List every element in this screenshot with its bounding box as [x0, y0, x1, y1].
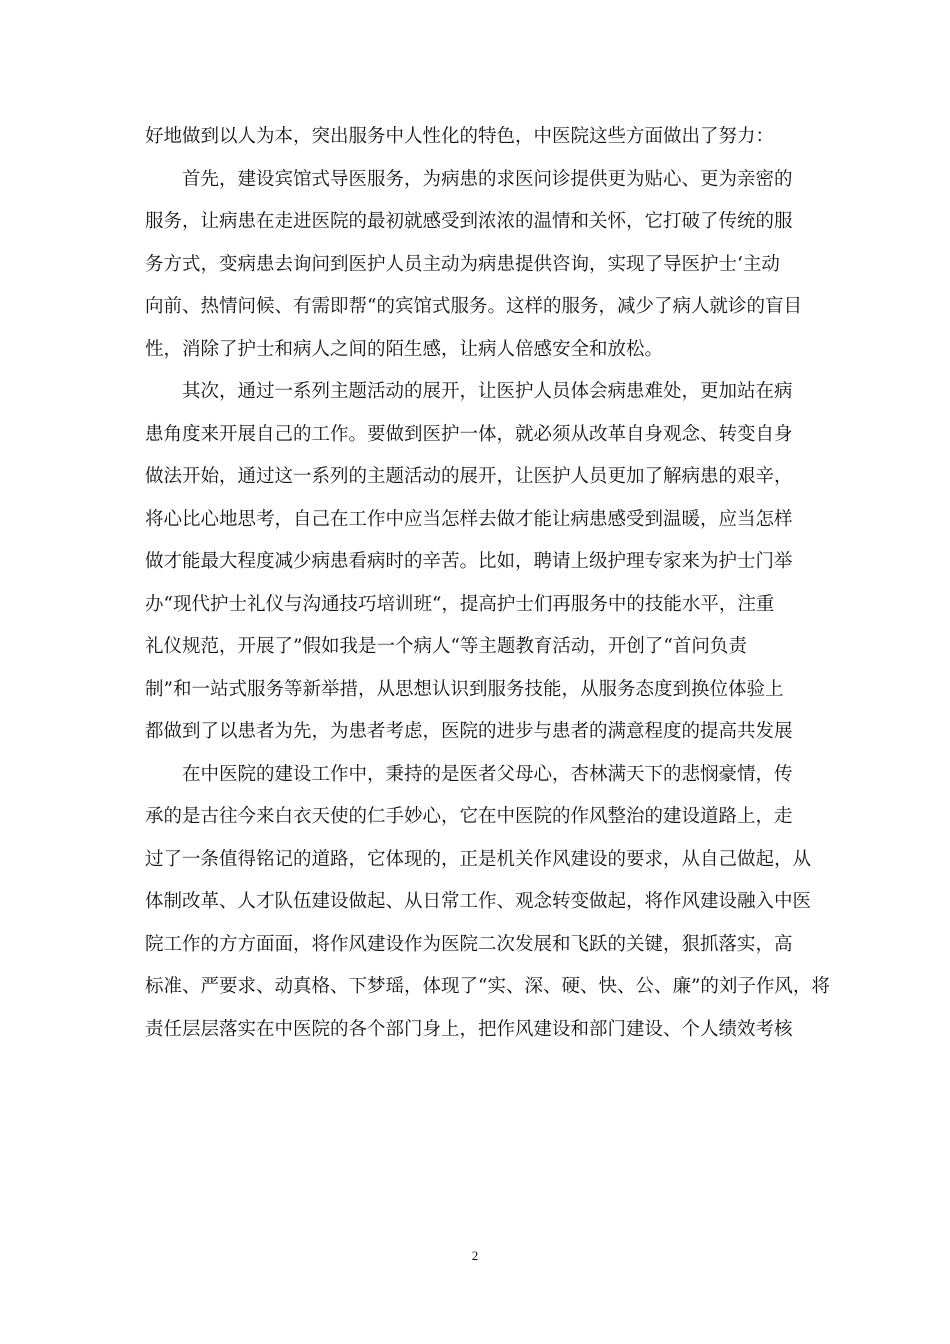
text-line: 务方式，变病患去询问到医护人员主动为病患提供咨询，实现了导医护士‘主动: [145, 253, 780, 275]
text-line: 首先，建设宾馆式导医服务，为病患的求医问诊提供更为贴心、更为亲密的: [145, 168, 793, 190]
text-line: 承的是古往今来白衣天使的仁手妙心，它在中医院的作风整治的建设道路上，走: [145, 806, 793, 827]
page-number: 2: [471, 1248, 479, 1263]
text-line: 做才能最大程度减少病患看病时的辛苦。比如，聘请上级护理专家来为护士门举: [145, 551, 793, 572]
text-line: 服务，让病患在走进医院的最初就感受到浓浓的温情和关怀，它打破了传统的服: [145, 211, 793, 232]
text-line: 在中医院的建设工作中，秉持的是医者父母心，杏林满天下的悲悯豪情，传: [145, 763, 793, 785]
text-line: 性，消除了护士和病人之间的陌生感，让病人倍感安全和放松。: [145, 338, 664, 360]
text-line: 都做到了以患者为先，为患者考虑，医院的进步与患者的满意程度的提高共发展: [145, 721, 793, 742]
text-line: 礼仪规范，开展了”假如我是一个病人“等主题教育活动，开创了“首问负责: [145, 636, 747, 657]
text-line: 标准、严要求、动真格、下梦瑶，体现了“实、深、硬、快、公、廉”的刘子作风，将: [145, 976, 830, 997]
text-line: 患角度来开展自己的工作。要做到医护一体，就必须从改革自身观念、转变自身: [145, 423, 793, 445]
text-line: 将心比心地思考，自己在工作中应当怎样去做才能让病患感受到温暖，应当怎样: [145, 508, 793, 530]
text-line: 其次，通过一系列主题活动的展开，让医护人员体会病患难处，更加站在病: [145, 381, 793, 402]
body-text: [145, 116, 830, 1051]
text-line: 责任层层落实在中医院的各个部门身上，把作风建设和部门建设、个人绩效考核: [145, 1018, 793, 1040]
text-line: 办“现代护士礼仪与沟通技巧培训班“，提高护士们再服务中的技能水平，注重: [145, 593, 775, 615]
text-line: 过了一条值得铭记的道路，它体现的，正是机关作风建设的要求，从自己做起，从: [145, 848, 812, 870]
text-line: 体制改革、人才队伍建设做起、从日常工作、观念转变做起，将作风建设融入中医: [145, 891, 812, 912]
text-line: 向前、热情问候、有需即帮“的宾馆式服务。这样的服务，减少了病人就诊的盲目: [145, 296, 802, 317]
text-line: 好地做到以人为本，突出服务中人性化的特色，中医院这些方面做出了努力：: [145, 126, 775, 147]
text-line: 做法开始，通过这一系列的主题活动的展开，让医护人员更加了解病患的艰辛，: [145, 466, 793, 487]
text-line: 制”和一站式服务等新举措，从思想认识到服务技能，从服务态度到换位体验上: [145, 678, 784, 700]
text-line: 院工作的方方面面，将作风建设作为医院二次发展和飞跃的关键，狠抓落实，高: [145, 933, 793, 955]
